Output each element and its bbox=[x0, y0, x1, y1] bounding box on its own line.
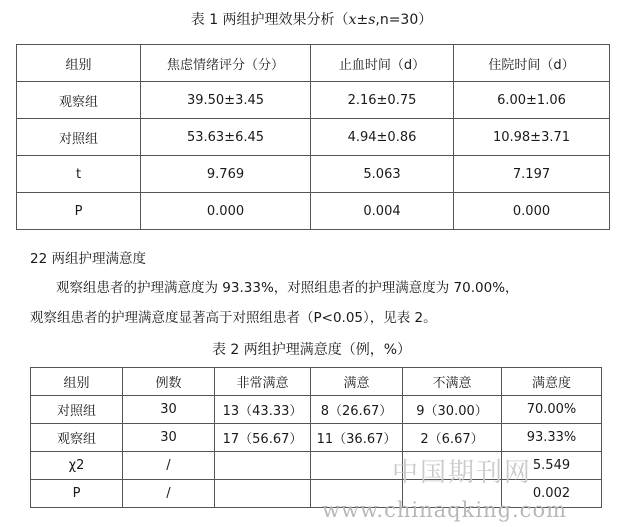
table-cell: / bbox=[123, 452, 215, 480]
table2-header-cell: 非常满意 bbox=[215, 368, 311, 396]
section-line-1: 观察组患者的护理满意度为 93.33%，对照组患者的护理满意度为 70.00%， bbox=[56, 280, 519, 296]
table-cell: 39.50±3.45 bbox=[141, 82, 311, 119]
table-cell: 10.98±3.71 bbox=[454, 119, 610, 156]
table1-header-cell: 焦虑情绪评分（分） bbox=[141, 45, 311, 82]
table-row bbox=[31, 424, 602, 452]
table-row bbox=[17, 82, 610, 119]
table-cell: 53.63±6.45 bbox=[141, 119, 311, 156]
table-cell: 观察组 bbox=[17, 82, 141, 119]
table2-header-row bbox=[31, 368, 602, 396]
table-cell bbox=[311, 452, 403, 480]
table-cell: 6.00±1.06 bbox=[454, 82, 610, 119]
table-cell: 17（56.67） bbox=[215, 424, 311, 452]
table2-header-cell: 不满意 bbox=[403, 368, 502, 396]
table-cell: 93.33% bbox=[502, 424, 602, 452]
table1-caption-suffix: ,n=30） bbox=[375, 12, 433, 28]
table-cell: 对照组 bbox=[17, 119, 141, 156]
table-cell: 对照组 bbox=[31, 396, 123, 424]
table2-header-cell: 组别 bbox=[31, 368, 123, 396]
table1-caption-prefix: 表 1 两组护理效果分析（ bbox=[190, 12, 349, 28]
table1 bbox=[16, 44, 610, 230]
table1-header-cell: 组别 bbox=[17, 45, 141, 82]
table-cell: 0.004 bbox=[311, 193, 454, 230]
table-row bbox=[17, 119, 610, 156]
table-cell: 0.002 bbox=[502, 480, 602, 508]
table2-caption: 表 2 两组护理满意度（例，%） bbox=[211, 342, 412, 358]
table-cell: 4.94±0.86 bbox=[311, 119, 454, 156]
table-row bbox=[17, 193, 610, 230]
table1-header-cell: 止血时间（d） bbox=[311, 45, 454, 82]
table-cell: 0.000 bbox=[141, 193, 311, 230]
table1-caption bbox=[0, 9, 623, 29]
section-heading: 22 两组护理满意度 bbox=[30, 251, 146, 267]
table-cell: 5.063 bbox=[311, 156, 454, 193]
table-cell: χ2 bbox=[31, 452, 123, 480]
table-cell: P bbox=[31, 480, 123, 508]
table-cell: 9.769 bbox=[141, 156, 311, 193]
table-cell: 11（36.67） bbox=[311, 424, 403, 452]
table-row bbox=[17, 156, 610, 193]
table2-header-cell: 满意度 bbox=[502, 368, 602, 396]
table-cell: 5.549 bbox=[502, 452, 602, 480]
watermark-cn: 中国期刊网 bbox=[392, 458, 533, 488]
table-cell: / bbox=[123, 480, 215, 508]
table-cell: t bbox=[17, 156, 141, 193]
table1-caption-stat: x±s bbox=[348, 12, 376, 28]
table-cell: 9（30.00） bbox=[403, 396, 502, 424]
table-cell: P bbox=[17, 193, 141, 230]
table-cell bbox=[215, 480, 311, 508]
table2-header-cell: 满意 bbox=[311, 368, 403, 396]
table1-header-row bbox=[17, 45, 610, 82]
table-row bbox=[31, 396, 602, 424]
section-line-2: 观察组患者的护理满意度显著高于对照组患者（P<0.05），见表 2。 bbox=[30, 310, 437, 326]
table-cell: 2（6.67） bbox=[403, 424, 502, 452]
table2-header-cell: 例数 bbox=[123, 368, 215, 396]
table-cell: 观察组 bbox=[31, 424, 123, 452]
table-cell bbox=[215, 452, 311, 480]
table-cell: 0.000 bbox=[454, 193, 610, 230]
table-cell: 7.197 bbox=[454, 156, 610, 193]
watermark-url: www.chinaqking.com bbox=[322, 498, 568, 522]
table-cell: 2.16±0.75 bbox=[311, 82, 454, 119]
table-cell: 70.00% bbox=[502, 396, 602, 424]
table-cell: 13（43.33） bbox=[215, 396, 311, 424]
table-cell: 30 bbox=[123, 424, 215, 452]
table-cell: 30 bbox=[123, 396, 215, 424]
table-cell: 8（26.67） bbox=[311, 396, 403, 424]
table1-header-cell: 住院时间（d） bbox=[454, 45, 610, 82]
